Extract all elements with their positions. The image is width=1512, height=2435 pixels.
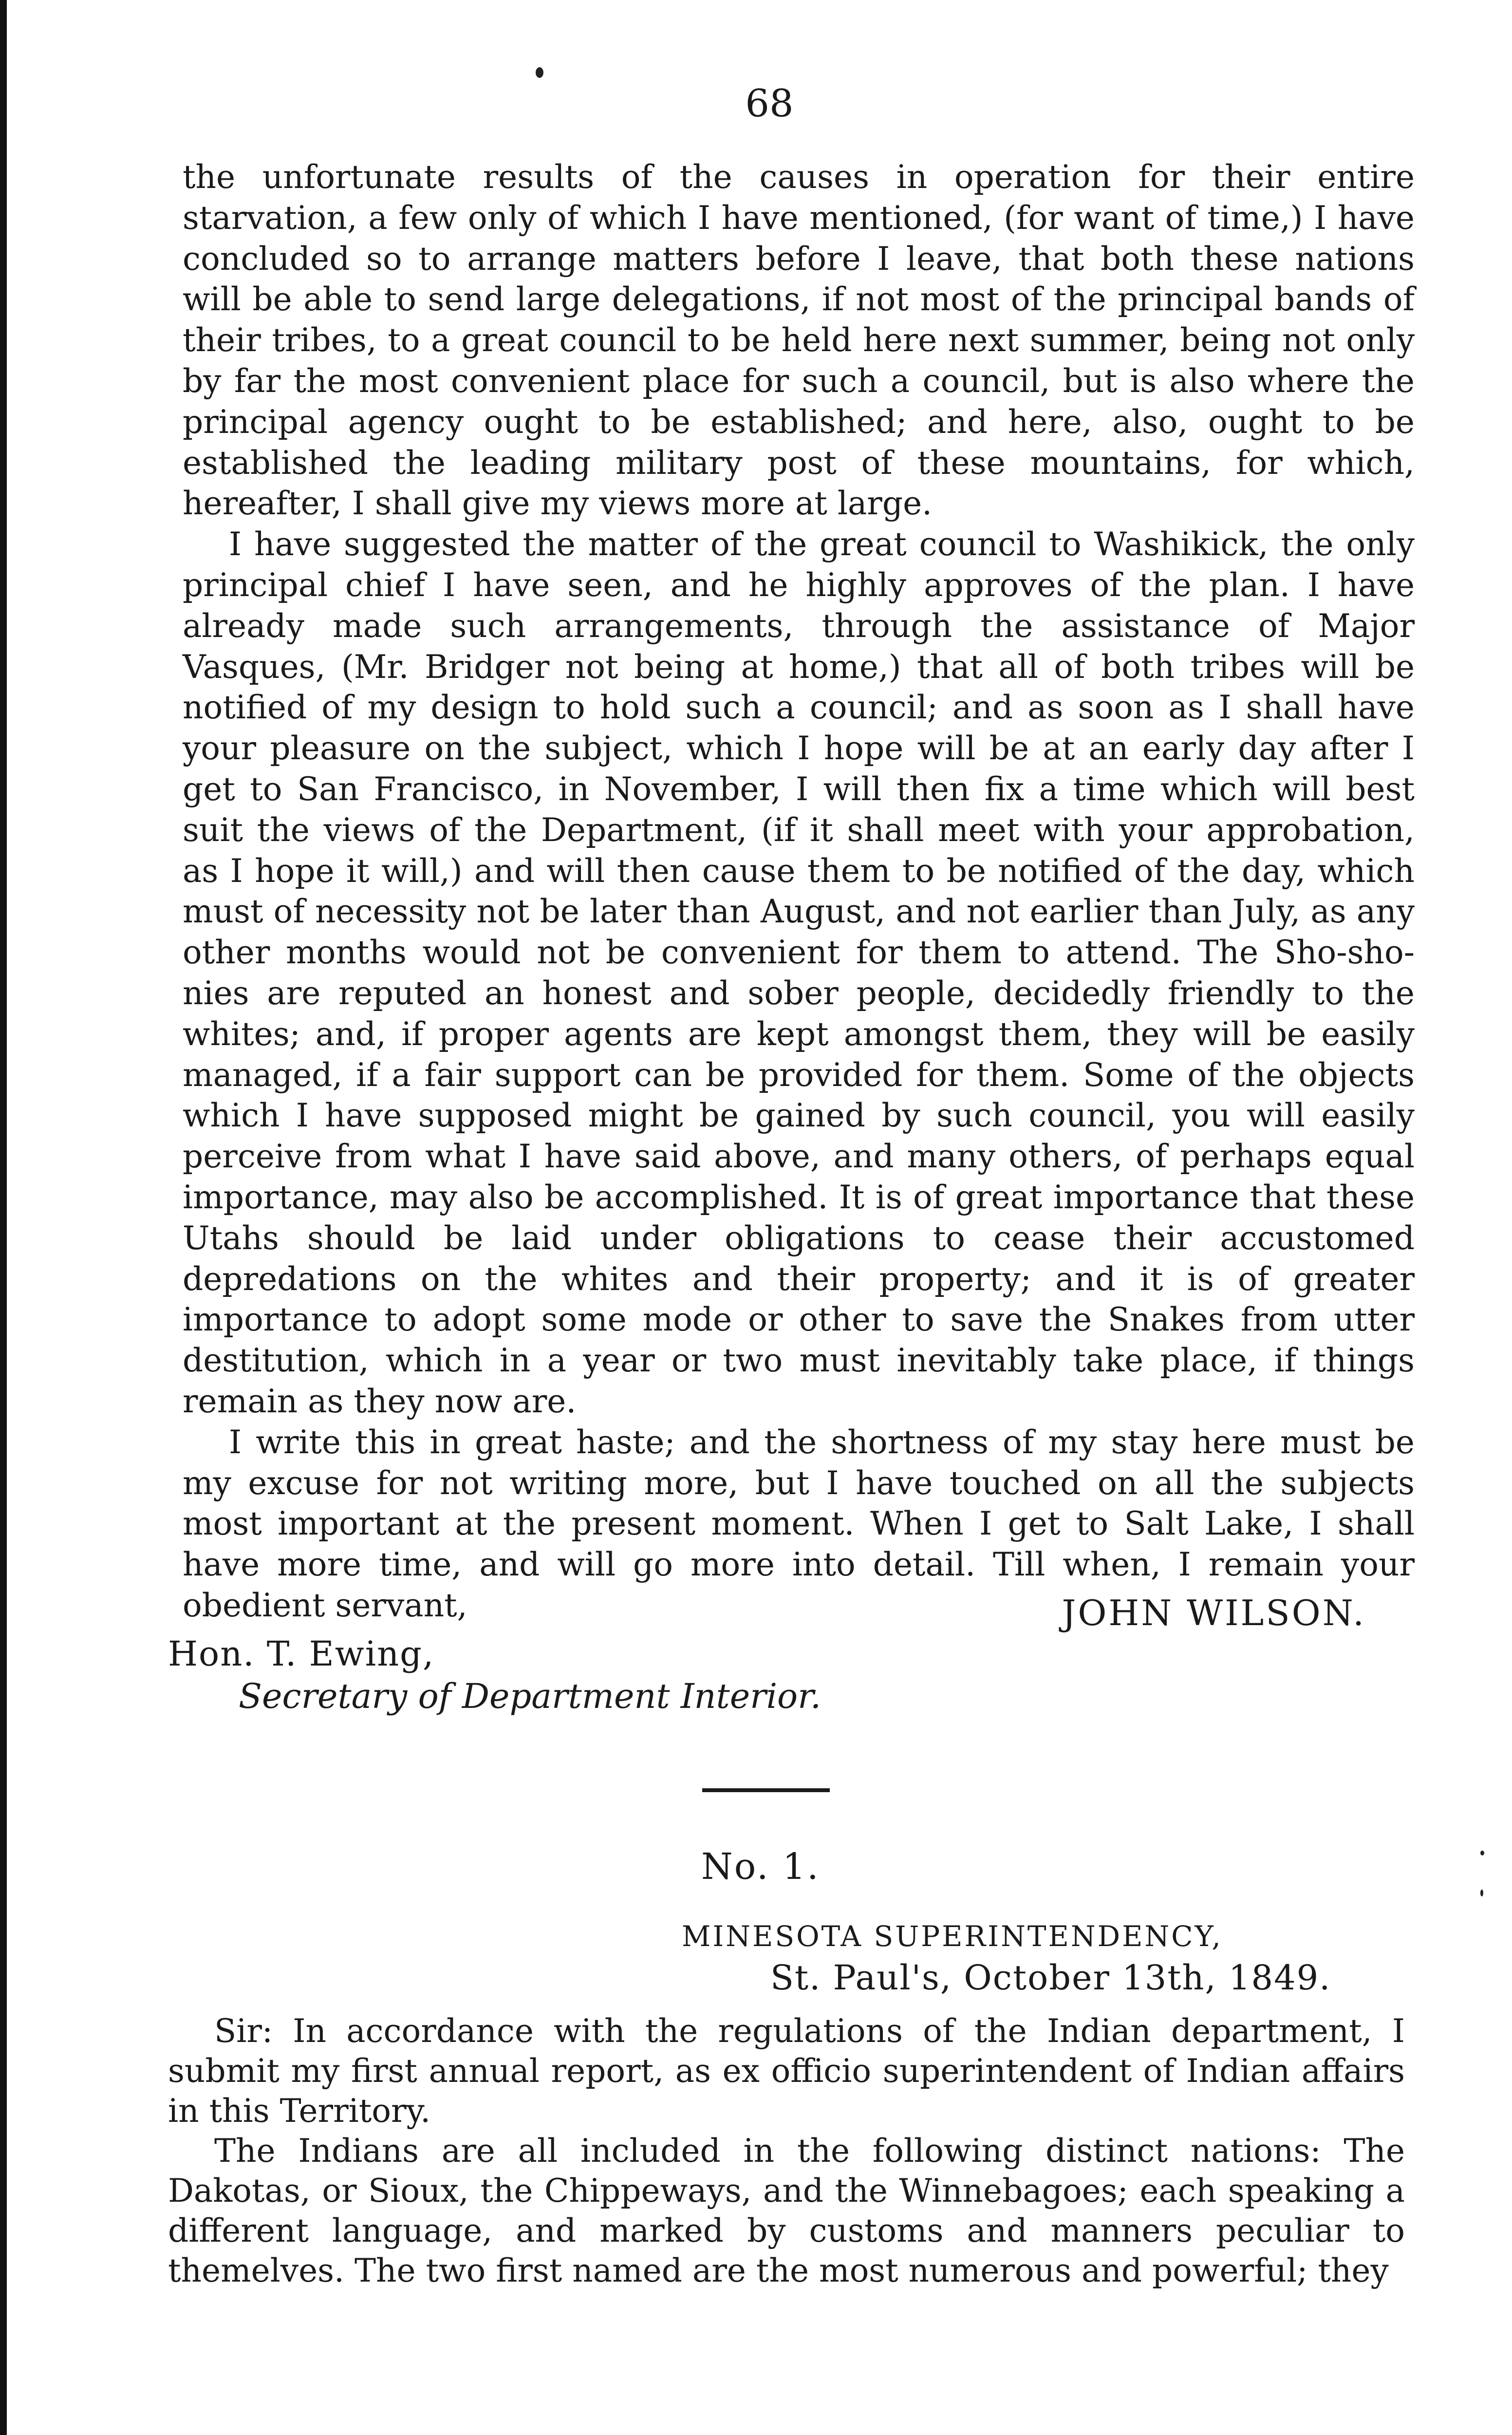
paragraph: The Indians are all included in the following distinct nations: The Dakotas, or Sioux, the Chippeways, and the Winnebagoes; each speaking a different language, and marked by customs and manners peculiar to themelves. The two first named are the most numerous and powerful; they [168,2132,1405,2289]
ink-speck [1480,1851,1484,1855]
page-number: 68 [745,82,794,126]
section-divider [702,1788,830,1792]
document-number: No. 1. [701,1846,820,1888]
dateline: St. Paul's, October 13th, 1849. [770,1958,1331,1998]
paragraph: I have suggested the matter of the great council to Washikick, the only principal chief I have seen, and he highly approves of the plan. I have already made such arrangements, through the assistance of Major Vasques, (Mr. Bridger not being at home,) that all of both tribes will be notified of my design to hold such a council; and as soon as I shall have your pleasure on the subject, which I hope will be at an early day after I get to San Francisco, in November, I will then fix a time which will best suit the views of the Department, (if it shall meet with your approbation, as I hope it will,) and will then cause them to be notified of the day, which must of necessity not be later than August, and not earlier than July, as any other months would not be convenient for them to attend. The Sho-sho-nies are reputed an honest and sober people, decidedly friendly to the whites; and, if proper agents are kept amongst them, they will be easily managed, if a fair support can be provided for them. Some of the objects which I have supposed might be gained by such council, you will easily perceive from what I have said above, and many others, of perhaps equal importance, may also be accomplished. It is of great importance that these Utahs should be laid under obligations to cease their accustomed depredations on the whites and their property; and it is of greater importance to adopt some mode or other to save the Snakes from utter destitution, which in a year or two must inevitably take place, if things remain as they now are. [183,525,1415,1420]
superintendency-heading: MINESOTA SUPERINTENDENCY, [682,1920,1223,1953]
ink-speck [1480,1890,1483,1896]
addressee-name: Hon. T. Ewing, [168,1634,435,1674]
report-body [168,2011,1405,2291]
signature: JOHN WILSON. [1062,1592,1366,1633]
ink-speck [536,67,543,78]
addressee-title: Secretary of Department Interior. [239,1676,821,1716]
paragraph: I write this in great haste; and the shortness of my stay here must be my excuse for not writing more, but I have touched on all the subjects most important at the present moment. When I get to Salt Lake, I shall have more time, and will go more into detail. Till when, I remain your obedient servant, [183,1423,1415,1624]
paragraph: Sir: In accordance with the regulations of the Indian department, I submit my first annual report, as ex officio superintendent of Indian affairs in this Territory. [168,2012,1405,2130]
paragraph: the unfortunate results of the causes in operation for their entire starvation, a few only of which I have mentioned, (for want of time,) I have concluded so to arrange matters before I leave, that both these nations will be able to send large delegations, if not most of the principal bands of their tribes, to a great council to be held here next summer, being not only by far the most convenient place for such a council, but is also where the principal agency ought to be established; and here, also, ought to be established the leading military post of these mountains, for which, hereafter, I shall give my views more at large. [183,158,1415,523]
letter-body-continued [183,157,1415,1626]
scan-edge-left [0,0,7,2435]
